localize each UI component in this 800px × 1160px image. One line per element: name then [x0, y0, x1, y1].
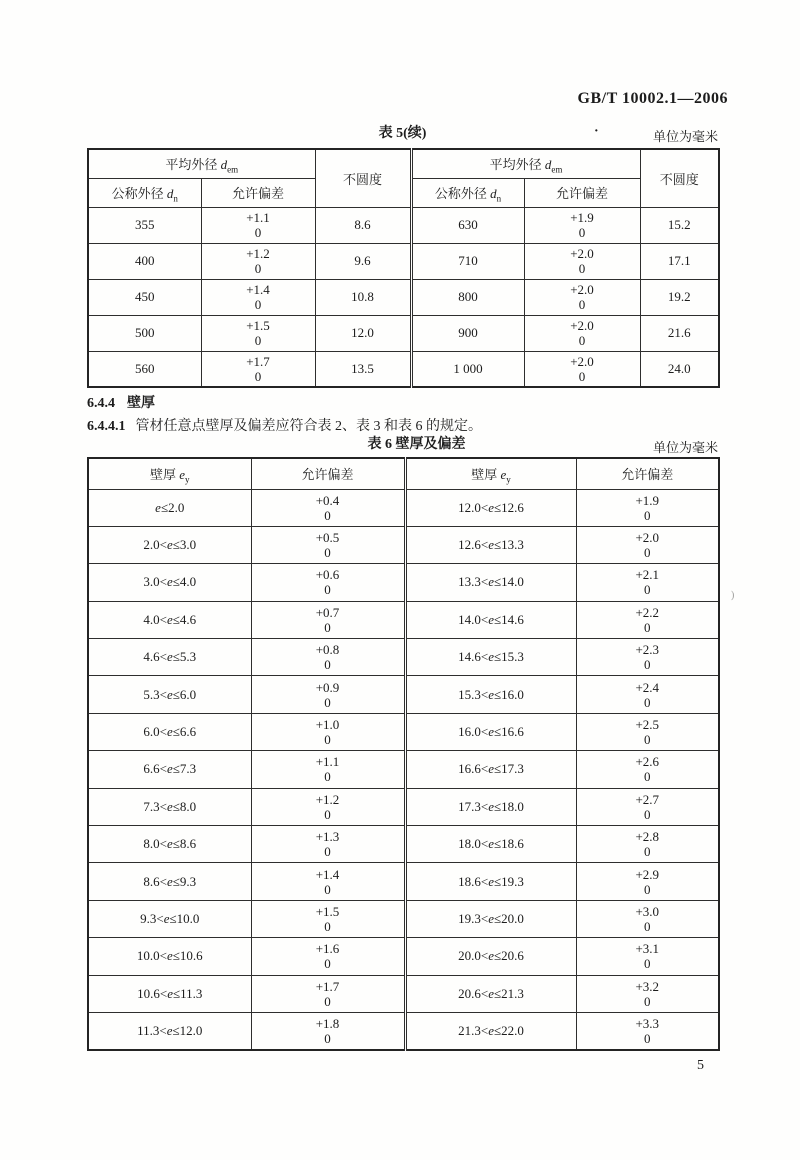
e-symbol: e	[500, 467, 507, 483]
tolerance-cell	[251, 900, 405, 937]
thickness-range-cell: 20.6<e≤21.3	[405, 975, 576, 1012]
thickness-range-cell: 7.3<e≤8.0	[88, 788, 251, 825]
tolerance-minus: 0	[578, 333, 586, 348]
table6-thickness-header-right	[405, 458, 576, 489]
nominal-od-cell: 560	[88, 351, 201, 387]
table6-row	[88, 1012, 719, 1049]
tolerance-minus: 0	[644, 1030, 651, 1046]
nominal-od-cell: 710	[411, 243, 524, 279]
thickness-range-cell: 16.0<e≤16.6	[405, 713, 576, 750]
table5-mean-od-header	[88, 149, 315, 178]
tolerance-cell	[251, 639, 405, 676]
thickness-range-cell: 11.3<e≤12.0	[88, 1012, 251, 1049]
tolerance-minus: 0	[324, 657, 331, 673]
tolerance-cell	[524, 351, 640, 387]
tolerance-plus: +0.6	[315, 567, 340, 583]
tolerance-plus: +0.9	[315, 679, 340, 695]
thickness-range-cell: 16.6<e≤17.3	[405, 751, 576, 788]
table5-header	[88, 149, 719, 207]
table6-header	[88, 458, 719, 489]
table6-row	[88, 526, 719, 563]
tolerance-minus: 0	[324, 582, 331, 598]
table6-body	[88, 489, 719, 1050]
tolerance-cell	[576, 1012, 719, 1049]
table6-caption: 表 6 壁厚及偏差	[367, 437, 466, 452]
tolerance-plus: +1.7	[246, 353, 270, 369]
roundness-cell: 17.1	[640, 243, 719, 279]
tolerance-plus: +2.0	[570, 318, 594, 333]
tolerance-minus: 0	[644, 881, 651, 897]
subclause-text: 管材任意点壁厚及偏差应符合表 2、表 3 和表 6 的规定。	[135, 419, 482, 434]
thickness-range-cell: 14.0<e≤14.6	[405, 601, 576, 638]
thickness-range-cell: 6.6<e≤7.3	[88, 751, 251, 788]
tolerance-cell	[576, 526, 719, 563]
tolerance-cell	[251, 564, 405, 601]
roundness-cell: 21.6	[640, 315, 719, 351]
tolerance-plus: +2.6	[635, 754, 660, 770]
tolerance-plus: +1.3	[315, 829, 340, 845]
roundness-cell: 13.5	[315, 351, 411, 387]
thickness-range-cell: 19.3<e≤20.0	[405, 900, 576, 937]
thickness-range-cell: 3.0<e≤4.0	[88, 564, 251, 601]
tolerance-minus: 0	[578, 261, 586, 276]
tolerance-cell	[576, 975, 719, 1012]
thickness-range-cell: 18.6<e≤19.3	[405, 863, 576, 900]
tolerance-cell	[251, 713, 405, 750]
tolerance-plus: +2.9	[635, 866, 660, 882]
tolerance-cell	[576, 900, 719, 937]
thickness-label: 壁厚	[471, 467, 501, 483]
nominal-od-cell: 355	[88, 207, 201, 243]
tolerance-cell	[524, 207, 640, 243]
tolerance-cell	[576, 751, 719, 788]
roundness-cell: 24.0	[640, 351, 719, 387]
d-symbol: d	[544, 157, 552, 173]
thickness-range-cell: 2.0<e≤3.0	[88, 526, 251, 563]
table-5-mean-outside-diameter	[87, 148, 720, 388]
tolerance-minus: 0	[644, 993, 651, 1009]
roundness-cell: 10.8	[315, 279, 411, 315]
tolerance-plus: +1.4	[246, 282, 270, 297]
tolerance-plus: +1.1	[246, 210, 270, 225]
clause-heading	[87, 392, 167, 412]
tolerance-cell	[576, 489, 719, 526]
roundness-cell: 8.6	[315, 207, 411, 243]
tolerance-minus: 0	[644, 657, 651, 673]
tolerance-cell	[524, 243, 640, 279]
tolerance-plus: +1.2	[315, 791, 340, 807]
tolerance-cell	[251, 788, 405, 825]
subclause-number: 6.4.4.1	[87, 419, 126, 434]
tolerance-plus: +2.8	[635, 829, 660, 845]
tolerance-plus: +2.0	[570, 353, 594, 369]
tolerance-plus: +1.1	[315, 754, 340, 770]
nominal-od-cell: 630	[411, 207, 524, 243]
thickness-range-cell: 20.0<e≤20.6	[405, 938, 576, 975]
tolerance-minus: 0	[644, 582, 651, 598]
table6-row	[88, 938, 719, 975]
tolerance-plus: +0.5	[315, 530, 340, 546]
tolerance-plus: +2.0	[570, 246, 594, 261]
thickness-range-cell: 8.6<e≤9.3	[88, 863, 251, 900]
table5-nominal-od-header	[88, 178, 201, 207]
tolerance-minus: 0	[644, 956, 651, 972]
page-number: 5	[697, 1058, 704, 1073]
tolerance-plus: +1.0	[315, 717, 340, 733]
table5-row	[88, 243, 719, 279]
tolerance-plus: +0.8	[315, 642, 340, 658]
standard-code: GB/T 10002.1—2006	[577, 90, 728, 107]
nominal-od-cell: 900	[411, 315, 524, 351]
tolerance-plus: +2.3	[635, 642, 660, 658]
table5-row	[88, 279, 719, 315]
tolerance-cell	[524, 279, 640, 315]
tolerance-plus: +1.8	[315, 1015, 340, 1031]
mean-od-label: 平均外径	[489, 157, 545, 173]
table6-row	[88, 788, 719, 825]
nominal-od-label: 公称外径	[111, 186, 167, 201]
thickness-range-cell: e≤2.0	[88, 489, 251, 526]
mean-od-label: 平均外径	[165, 157, 221, 173]
thickness-range-cell: 9.3<e≤10.0	[88, 900, 251, 937]
tolerance-plus: +3.0	[635, 903, 660, 919]
tolerance-minus: 0	[644, 619, 651, 635]
table5-tolerance-header-right: 允许偏差	[524, 178, 640, 207]
tolerance-minus: 0	[644, 769, 651, 785]
nominal-od-cell: 450	[88, 279, 201, 315]
tolerance-cell	[576, 639, 719, 676]
tolerance-cell	[576, 601, 719, 638]
tolerance-cell	[201, 243, 315, 279]
d-symbol: d	[166, 186, 174, 201]
tolerance-minus: 0	[254, 261, 262, 276]
tolerance-cell	[524, 315, 640, 351]
tolerance-plus: +1.5	[246, 318, 270, 333]
tolerance-minus: 0	[644, 507, 651, 523]
tolerance-minus: 0	[254, 333, 262, 348]
tolerance-minus: 0	[644, 545, 651, 561]
table-6-wall-thickness-tolerance	[87, 457, 720, 1051]
tolerance-cell	[576, 863, 719, 900]
tolerance-plus: +1.9	[570, 210, 594, 225]
table5-mean-od-header-right	[411, 149, 640, 178]
tolerance-plus: +3.1	[635, 941, 660, 957]
table6-row	[88, 601, 719, 638]
nominal-od-label: 公称外径	[434, 186, 491, 201]
thickness-range-cell: 6.0<e≤6.6	[88, 713, 251, 750]
clause-title: 壁厚	[127, 396, 155, 411]
tolerance-plus: +3.2	[635, 978, 660, 994]
table5-caption: 表 5(续)	[378, 126, 427, 141]
tolerance-plus: +0.4	[315, 492, 340, 508]
table5-row	[88, 315, 719, 351]
thickness-range-cell: 17.3<e≤18.0	[405, 788, 576, 825]
thickness-range-cell: 18.0<e≤18.6	[405, 826, 576, 863]
thickness-range-cell: 21.3<e≤22.0	[405, 1012, 576, 1049]
tolerance-cell	[576, 788, 719, 825]
table6-row	[88, 639, 719, 676]
tolerance-cell	[251, 751, 405, 788]
tolerance-minus: 0	[578, 225, 586, 240]
table6-row	[88, 826, 719, 863]
tolerance-cell	[576, 713, 719, 750]
table6-tolerance-header: 允许偏差	[251, 458, 405, 489]
tolerance-minus: 0	[644, 806, 651, 822]
tolerance-cell	[251, 601, 405, 638]
tolerance-minus: 0	[324, 956, 331, 972]
thickness-range-cell: 4.6<e≤5.3	[88, 639, 251, 676]
table6-tolerance-header-right: 允许偏差	[576, 458, 719, 489]
tolerance-minus: 0	[324, 732, 331, 748]
tolerance-cell	[251, 1012, 405, 1049]
tolerance-minus: 0	[644, 732, 651, 748]
tolerance-plus: +1.2	[246, 246, 270, 261]
tolerance-plus: +1.7	[315, 978, 340, 994]
tolerance-cell	[201, 315, 315, 351]
table6-row	[88, 713, 719, 750]
tolerance-plus: +2.4	[635, 679, 660, 695]
thickness-range-cell: 8.0<e≤8.6	[88, 826, 251, 863]
thickness-range-cell: 13.3<e≤14.0	[405, 564, 576, 601]
table5-unit-label: 单位为毫米	[652, 129, 718, 144]
nominal-od-cell: 1 000	[411, 351, 524, 387]
tolerance-minus: 0	[254, 368, 262, 384]
thickness-range-cell: 15.3<e≤16.0	[405, 676, 576, 713]
table6-row	[88, 564, 719, 601]
tolerance-minus: 0	[324, 993, 331, 1009]
tolerance-minus: 0	[644, 844, 651, 860]
nominal-od-cell: 800	[411, 279, 524, 315]
tolerance-plus: +1.9	[635, 492, 660, 508]
tolerance-minus: 0	[578, 297, 586, 312]
table5-tolerance-header: 允许偏差	[201, 178, 315, 207]
table6-thickness-header	[88, 458, 251, 489]
tolerance-cell	[251, 863, 405, 900]
thickness-range-cell: 10.6<e≤11.3	[88, 975, 251, 1012]
tolerance-plus: +3.3	[635, 1015, 660, 1031]
e-symbol: e	[179, 467, 186, 483]
table6-row	[88, 489, 719, 526]
tolerance-plus: +2.5	[635, 717, 660, 733]
table6-row	[88, 900, 719, 937]
roundness-cell: 9.6	[315, 243, 411, 279]
tolerance-plus: +2.0	[635, 530, 660, 546]
roundness-cell: 12.0	[315, 315, 411, 351]
roundness-cell: 15.2	[640, 207, 719, 243]
nominal-od-cell: 500	[88, 315, 201, 351]
tolerance-cell	[201, 279, 315, 315]
scan-dot-artifact: ·	[594, 124, 599, 139]
tolerance-plus: +2.0	[570, 282, 594, 297]
table6-row	[88, 676, 719, 713]
tolerance-plus: +1.4	[315, 866, 340, 882]
tolerance-minus: 0	[644, 918, 651, 934]
thickness-label: 壁厚	[149, 467, 180, 483]
tolerance-plus: +0.7	[315, 604, 340, 620]
table6-unit-label: 单位为毫米	[652, 440, 718, 455]
tolerance-minus: 0	[324, 881, 331, 897]
tolerance-minus: 0	[324, 507, 331, 523]
tolerance-cell	[251, 526, 405, 563]
subclause-paragraph	[87, 415, 482, 435]
tolerance-minus: 0	[324, 769, 331, 785]
tolerance-cell	[576, 564, 719, 601]
thickness-range-cell: 12.0<e≤12.6	[405, 489, 576, 526]
tolerance-minus: 0	[644, 694, 651, 710]
e-subscript: y	[506, 474, 511, 485]
tolerance-plus: +2.1	[635, 567, 660, 583]
tolerance-minus: 0	[324, 844, 331, 860]
tolerance-cell	[576, 938, 719, 975]
table5-row	[88, 351, 719, 387]
tolerance-minus: 0	[324, 619, 331, 635]
tolerance-cell	[251, 938, 405, 975]
d-subscript: n	[173, 193, 178, 204]
tolerance-plus: +1.5	[315, 903, 340, 919]
d-subscript: em	[551, 164, 563, 175]
tolerance-cell	[251, 676, 405, 713]
e-subscript: y	[185, 474, 190, 485]
scan-edge-artifact: )	[731, 590, 735, 601]
tolerance-plus: +2.7	[635, 791, 660, 807]
table5-row	[88, 207, 719, 243]
tolerance-minus: 0	[324, 694, 331, 710]
tolerance-minus: 0	[324, 806, 331, 822]
thickness-range-cell: 4.0<e≤4.6	[88, 601, 251, 638]
d-symbol: d	[220, 157, 228, 173]
nominal-od-cell: 400	[88, 243, 201, 279]
tolerance-cell	[201, 351, 315, 387]
tolerance-minus: 0	[324, 1030, 331, 1046]
thickness-range-cell: 12.6<e≤13.3	[405, 526, 576, 563]
tolerance-cell	[251, 975, 405, 1012]
thickness-range-cell: 5.3<e≤6.0	[88, 676, 251, 713]
d-subscript: n	[496, 193, 502, 204]
tolerance-minus: 0	[254, 225, 262, 240]
thickness-range-cell: 10.0<e≤10.6	[88, 938, 251, 975]
tolerance-minus: 0	[578, 368, 586, 384]
table5-nominal-od-header-right	[411, 178, 524, 207]
table5-roundness-header-right: 不圆度	[640, 149, 719, 207]
table6-row	[88, 751, 719, 788]
clause-number: 6.4.4	[87, 396, 115, 411]
thickness-range-cell: 14.6<e≤15.3	[405, 639, 576, 676]
d-subscript: em	[227, 164, 239, 175]
tolerance-cell	[251, 489, 405, 526]
tolerance-minus: 0	[324, 545, 331, 561]
tolerance-plus: +1.6	[315, 941, 340, 957]
roundness-cell: 19.2	[640, 279, 719, 315]
tolerance-minus: 0	[254, 297, 262, 312]
table5-roundness-header: 不圆度	[315, 149, 411, 207]
table5-body	[88, 207, 719, 387]
table6-row	[88, 863, 719, 900]
tolerance-plus: +2.2	[635, 604, 660, 620]
tolerance-cell	[251, 826, 405, 863]
table6-row	[88, 975, 719, 1012]
d-symbol: d	[490, 186, 497, 201]
tolerance-cell	[201, 207, 315, 243]
tolerance-cell	[576, 826, 719, 863]
tolerance-minus: 0	[324, 918, 331, 934]
tolerance-cell	[576, 676, 719, 713]
